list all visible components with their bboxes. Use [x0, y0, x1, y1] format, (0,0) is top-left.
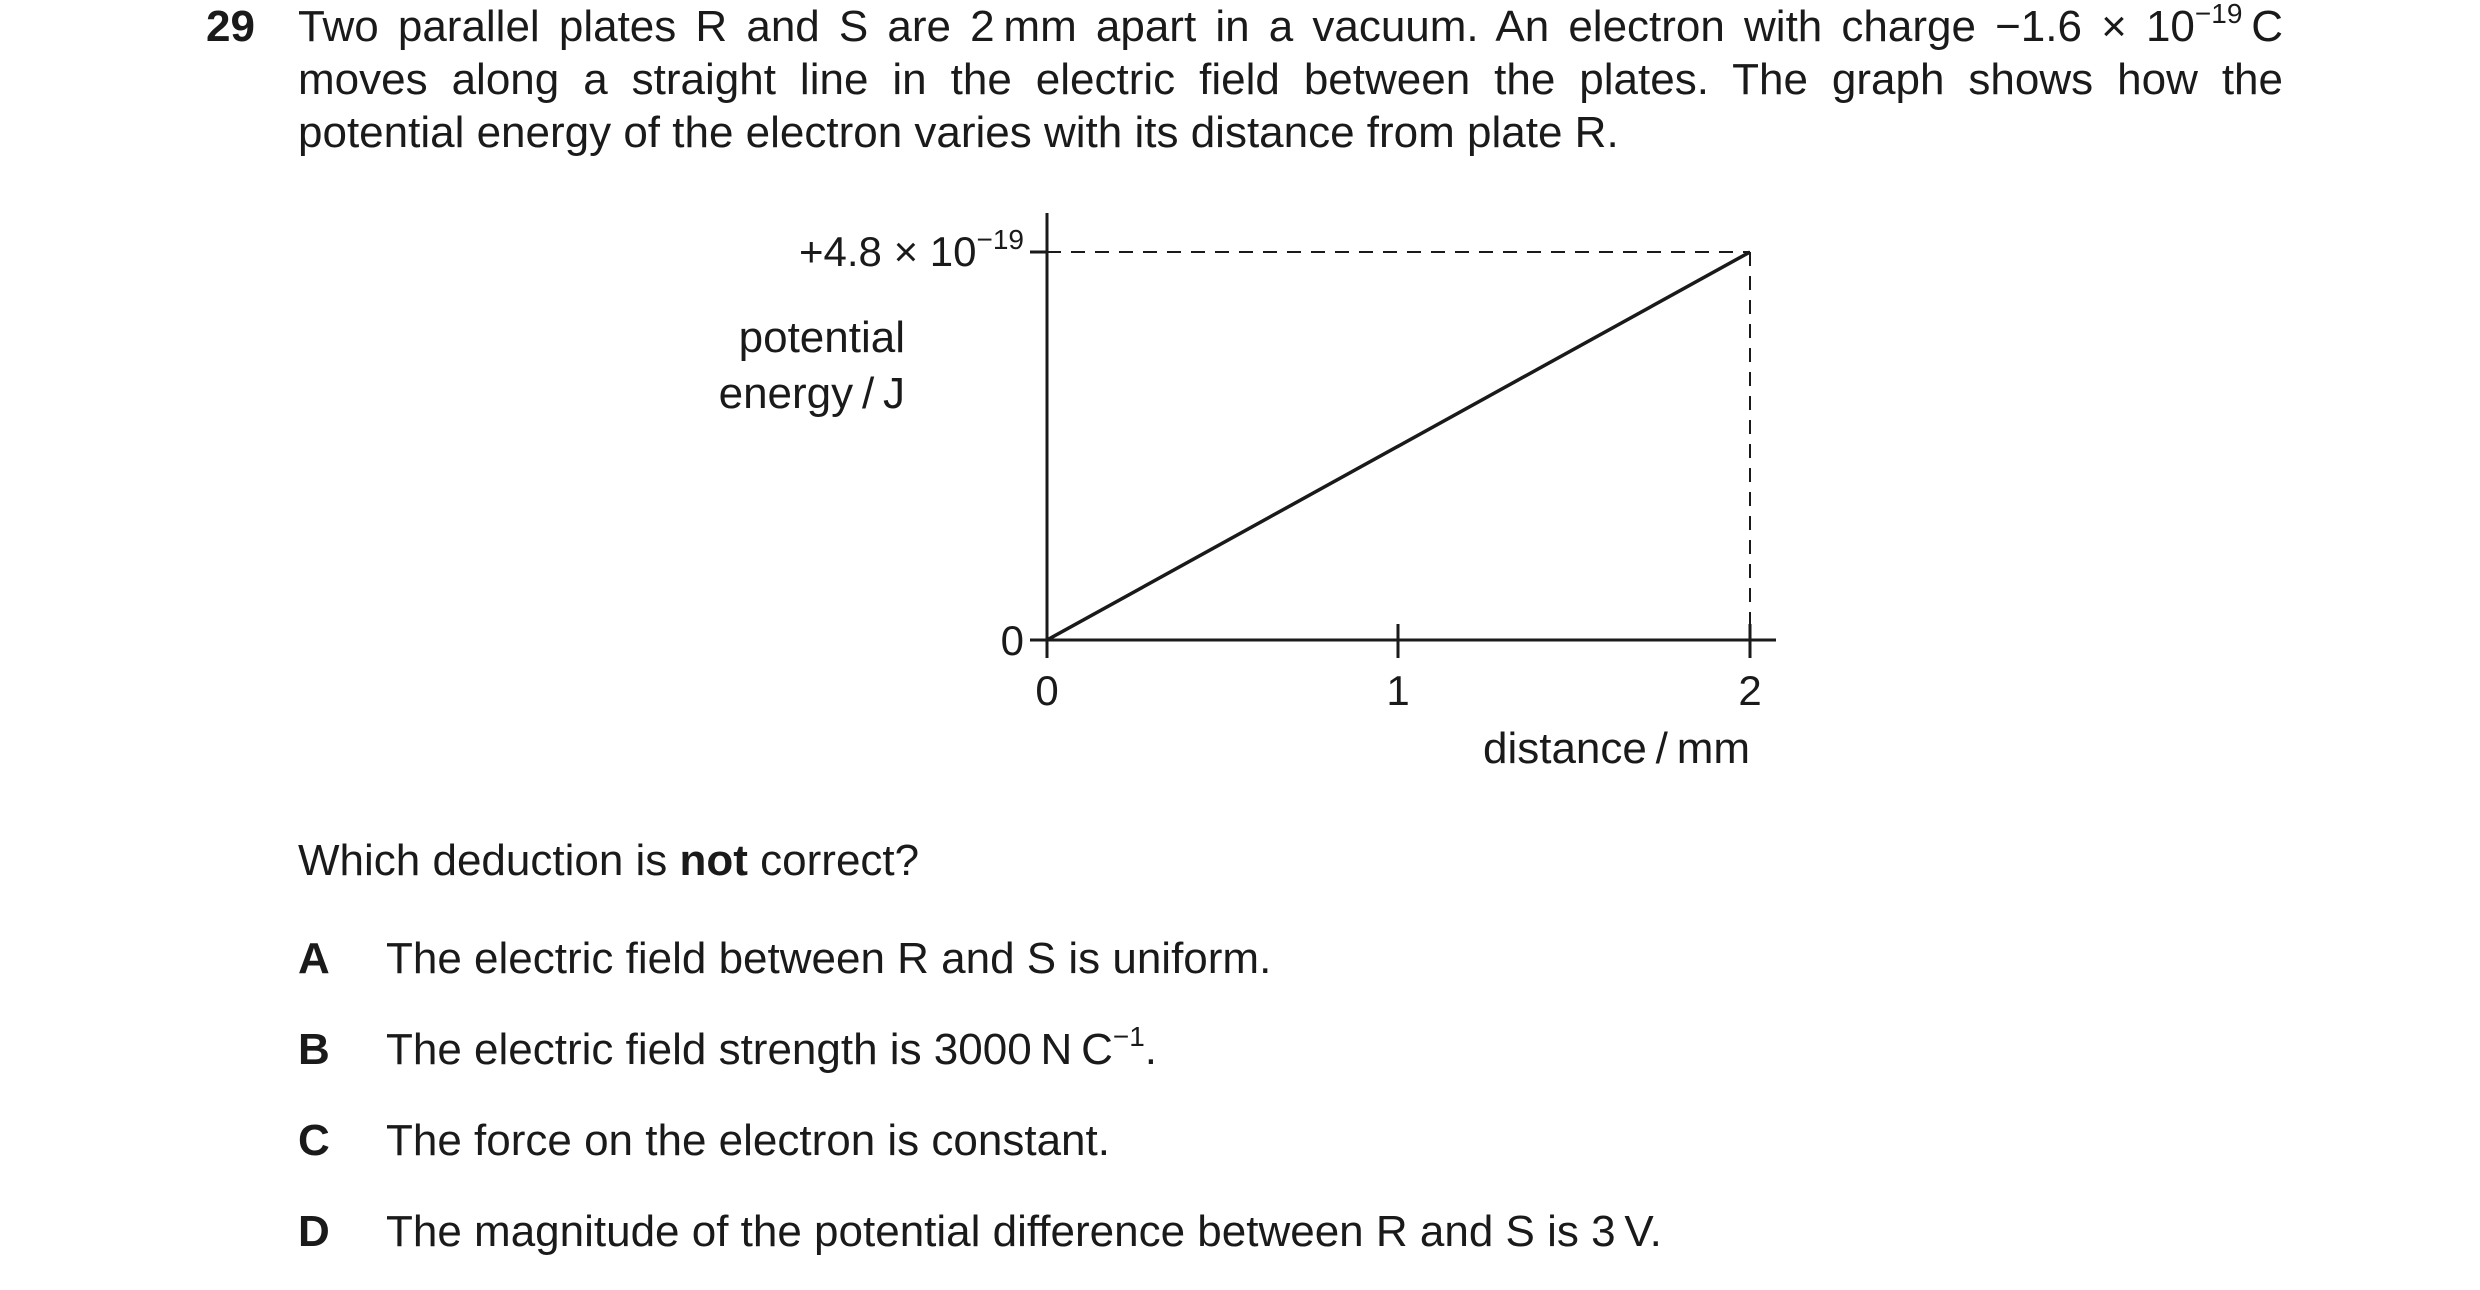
y-axis-label-line2: energy / J — [718, 369, 905, 418]
stem-line-unit: C — [2242, 2, 2283, 51]
prompt-emphasis: not — [679, 836, 748, 885]
y-axis-label-line1: potential — [738, 313, 905, 362]
x-tick-label-2: 2 — [1738, 667, 1762, 714]
x-axis-label: distance / mm — [1482, 724, 1750, 773]
option-text: The magnitude of the potential difference between R and S is 3 V. — [386, 1207, 1662, 1256]
option-text-end: . — [1144, 1025, 1158, 1074]
option-letter: B — [298, 1025, 330, 1074]
option-text: The force on the electron is constant. — [386, 1116, 1110, 1165]
option-b[interactable] — [298, 1023, 1157, 1077]
data-series-line — [1047, 252, 1750, 640]
option-text: The electric field between R and S is uniform. — [386, 934, 1272, 983]
stem-line-text: potential energy of the electron varies with its distance from plate R. — [298, 108, 1619, 157]
option-c[interactable] — [298, 1114, 1110, 1168]
prompt-text-end: correct? — [747, 836, 920, 885]
option-letter: C — [298, 1116, 330, 1165]
stem-line-text: Two parallel plates R and S are 2 mm apart in a vacuum. An electron with charge −1.6 × 10 — [298, 2, 2195, 51]
option-letter: A — [298, 934, 330, 983]
stem-exponent: −19 — [2194, 0, 2243, 29]
prompt-text: Which deduction is — [298, 836, 680, 885]
y-tick-label-top — [799, 224, 1024, 275]
x-tick-label-0: 0 — [1035, 667, 1059, 714]
option-a[interactable] — [298, 932, 1271, 986]
option-d[interactable] — [298, 1205, 1662, 1259]
question-prompt — [298, 834, 919, 888]
question-number: 29 — [206, 2, 255, 51]
option-text: The electric field strength is 3000 N C — [386, 1025, 1113, 1074]
y-tick-label-zero: 0 — [1000, 617, 1024, 664]
y-tick-label-top-mantissa: +4.8 × 10 — [799, 228, 977, 275]
x-tick-label-1: 1 — [1386, 667, 1410, 714]
option-letter: D — [298, 1207, 330, 1256]
y-tick-label-top-exponent: −19 — [976, 224, 1024, 255]
option-exponent: −1 — [1112, 1021, 1145, 1052]
stem-line-text: moves along a straight line in the electric field between the plates. The graph shows how the — [298, 55, 2283, 104]
